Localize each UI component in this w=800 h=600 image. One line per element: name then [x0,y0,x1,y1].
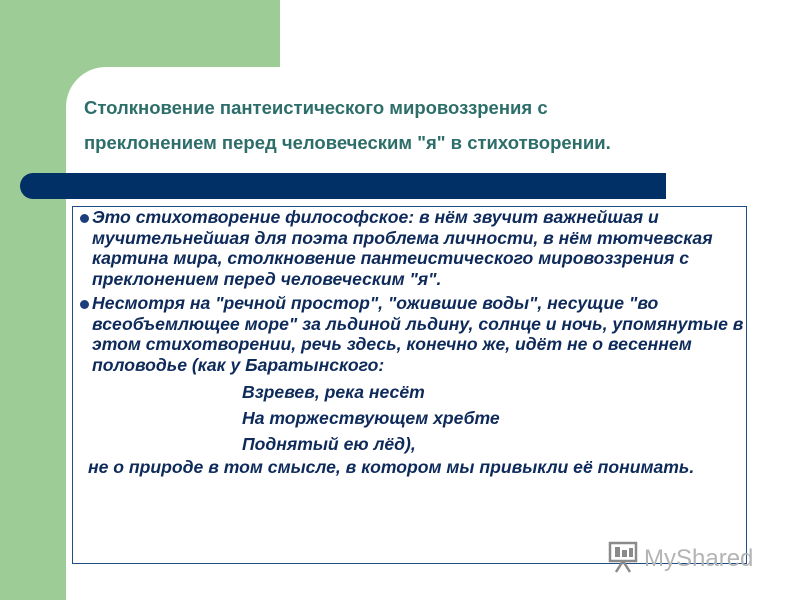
title-line-2: преклонением перед человеческим "я" в стихотворении. [84,132,611,153]
paragraph-1-text: Это стихотворение философское: в нём звучит важнейшая и мучительнейшая для поэта проблема личности, в нём тютчевская картина мира, столкновение пантеистического мировоззрения с преклонением перед человеческим "я". [92,207,713,289]
bullet-icon [80,300,89,309]
presentation-board-icon [606,538,766,578]
verse-line: Взревев, река несёт [242,382,425,402]
slide-title [84,90,784,160]
bullet-icon [80,214,89,223]
paragraph-2-text: Несмотря на "речной простор", "ожившие воды", несущие "во всеобъемлющее море" за льдиной льдину, солнце и ночь, упомянутые в этом стихотворении, речь здесь, конечно же, идёт не о весеннем половодье (как у Баратынского: [92,293,744,375]
bullet-paragraph [80,207,745,289]
green-side-strip [0,0,66,600]
bullet-paragraph [80,293,745,375]
verse-line: На торжествующем хребте [242,408,500,428]
title-line-1: Столкновение пантеистического мировоззрения с [84,97,548,118]
watermark-logo [606,538,766,572]
closing-text: не о природе в том смысле, в котором мы привыкли её понимать. [88,457,695,477]
title-divider-bar [20,173,666,199]
verse-line: Поднятый ею лёд), [242,434,416,454]
watermark-text: MyShared [644,545,754,572]
slide-content [80,207,745,478]
